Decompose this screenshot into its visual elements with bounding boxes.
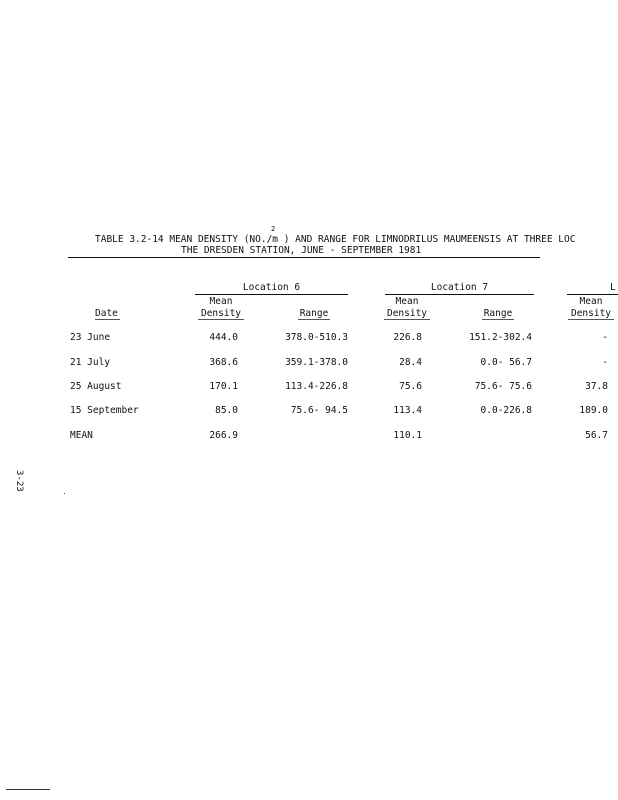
title-underline [68, 257, 540, 258]
row-2-l6-range: 359.1-378.0 [285, 357, 348, 368]
row-3-l7-mean: 75.6 [399, 381, 422, 392]
row-1-l7-mean: 226.8 [393, 332, 422, 343]
row-4-date: 15 September [70, 405, 139, 416]
group-header-location-8: L [610, 282, 616, 293]
group-underline-location-6 [195, 294, 348, 295]
row-3-date: 25 August [70, 381, 122, 392]
row-3-l6-mean: 170.1 [209, 381, 238, 392]
footer-rule [6, 789, 50, 790]
group-header-location-6: Location 6 [242, 282, 301, 293]
title-superscript: 2 [271, 225, 276, 233]
group-underline-location-7 [385, 294, 534, 295]
col-header-l7-range: Range [483, 308, 513, 319]
row-1-l6-range: 378.0-510.3 [285, 332, 348, 343]
group-underline-location-8 [567, 294, 618, 295]
col-header-l7-mean: Mean [395, 296, 419, 307]
row-2-l6-mean: 368.6 [209, 357, 238, 368]
mean-row-l7-mean: 110.1 [393, 430, 422, 441]
row-4-l7-mean: 113.4 [393, 405, 422, 416]
page-number: 3-23 [14, 470, 24, 492]
col-header-l8-mean: Mean [579, 296, 603, 307]
row-2-l7-mean: 28.4 [399, 357, 422, 368]
row-2-l7-range: 0.0- 56.7 [480, 357, 532, 368]
row-1-date: 23 June [70, 332, 111, 343]
col-header-l8-density-underline [568, 319, 614, 320]
row-4-l7-range: 0.0-226.8 [480, 405, 532, 416]
row-1-l7-range: 151.2-302.4 [469, 332, 532, 343]
row-4-l8-mean: 189.0 [579, 405, 608, 416]
row-4-l6-mean: 85.0 [215, 405, 238, 416]
row-1-l6-mean: 444.0 [209, 332, 238, 343]
col-header-l6-density: Density [200, 308, 242, 319]
row-3-l7-range: 75.6- 75.6 [474, 381, 532, 392]
group-header-location-7: Location 7 [430, 282, 489, 293]
col-header-date: Date [95, 308, 118, 319]
mean-row-l8-mean: 56.7 [585, 430, 608, 441]
row-3-l6-range: 113.4-226.8 [285, 381, 348, 392]
col-header-l7-range-underline [482, 319, 514, 320]
scan-speck [64, 493, 65, 494]
col-header-l6-density-underline [198, 319, 244, 320]
row-2-date: 21 July [70, 357, 111, 368]
mean-row-l6-mean: 266.9 [209, 430, 238, 441]
row-4-l6-range: 75.6- 94.5 [290, 405, 348, 416]
table-subtitle: THE DRESDEN STATION, JUNE - SEPTEMBER 1981 [181, 245, 422, 256]
col-header-l6-mean: Mean [209, 296, 233, 307]
row-2-l8-mean: - [602, 357, 608, 368]
col-header-l6-range: Range [299, 308, 329, 319]
row-1-l8-mean: - [602, 332, 608, 343]
row-3-l8-mean: 37.8 [585, 381, 608, 392]
col-header-l8-density: Density [570, 308, 612, 319]
mean-row-label: MEAN [70, 430, 93, 441]
col-header-date-underline [95, 319, 120, 320]
col-header-l7-density: Density [386, 308, 428, 319]
col-header-l7-density-underline [384, 319, 430, 320]
col-header-l6-range-underline [298, 319, 330, 320]
table-title: TABLE 3.2-14 MEAN DENSITY (NO./m ) AND RANGE FOR LIMNODRILUS MAUMEENSIS AT THREE LOC [95, 234, 576, 245]
